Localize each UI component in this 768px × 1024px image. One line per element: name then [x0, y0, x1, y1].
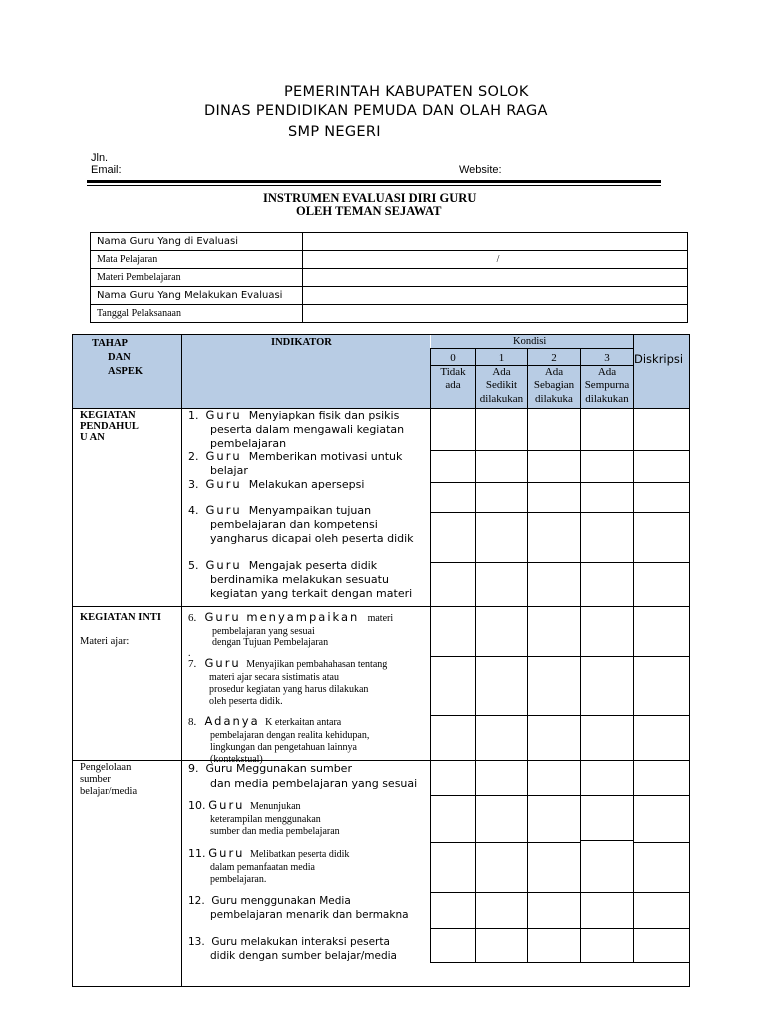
letterhead-rule-thin: [87, 185, 661, 186]
indicator-item-9: 9. Guru Meggunakan sumber dan media pembelajaran yang sesuai: [188, 762, 418, 790]
identity-table: [90, 232, 688, 323]
indicator-item-6: 6. Guru menyampaikan materi pembelajaran yang sesuai dengan Tujuan Pembelajaran .: [188, 610, 394, 659]
indicator-item-2: 2. Guru Memberikan motivasi untuk belajar: [188, 449, 403, 477]
header-tahap: TAHAP DAN ASPEK: [92, 338, 144, 377]
row-divider: [430, 562, 690, 563]
letterhead-line3: SMP NEGERI: [288, 124, 381, 140]
identity-value[interactable]: [303, 233, 688, 251]
header-kondisi: Kondisi: [513, 336, 547, 347]
row-divider: [430, 715, 690, 716]
section-kegiatan-inti: KEGIATAN INTI: [80, 612, 162, 623]
row-divider: [430, 795, 690, 796]
score-header-1: 1 Ada Sedikit dilakukan: [479, 352, 524, 405]
row-divider: [430, 450, 690, 451]
identity-row: [91, 269, 688, 287]
indicator-item-8: 8. Adanya K eterkaitan antara pembelajaran dengan realita kehidupan, lingkungan dan pengetahuan lainnya (kontekstual): [188, 714, 370, 765]
header-diskripsi: Diskripsi: [634, 352, 684, 366]
identity-label: Nama Guru Yang di Evaluasi: [91, 233, 303, 251]
doc-title-line2: OLEH TEMAN SEJAWAT: [296, 204, 442, 218]
section-materi-ajar: Materi ajar:: [80, 636, 130, 647]
identity-row: [91, 251, 688, 269]
row-divider: [580, 840, 633, 841]
indicator-item-11: 11. Guru Melibatkan peserta didik dalam pemanfaatan media pembelajaran.: [188, 846, 350, 885]
letterhead-rule-thick: [87, 180, 661, 183]
section-kegiatan-pendahuluan: KEGIATAN PENDAHUL U AN: [80, 410, 139, 443]
row-divider: [430, 482, 690, 483]
header-divider: [430, 348, 633, 349]
col-divider: [181, 334, 182, 987]
indicator-item-5: 5. Guru Mengajak peserta didik berdinamika melakukan sesuatu kegiatan yang terkait dengan materi: [188, 558, 413, 600]
identity-label: Nama Guru Yang Melakukan Evaluasi: [91, 287, 303, 305]
identity-row: [91, 233, 688, 251]
score-header-3: 3 Ada Sempurna dilakukan: [584, 352, 630, 405]
score-header-0: 0 Tidak ada: [440, 352, 466, 391]
col-divider: [633, 334, 634, 963]
identity-label: Mata Pelajaran: [91, 251, 303, 269]
section-divider: [72, 606, 690, 607]
letterhead-line1: PEMERINTAH KABUPATEN SOLOK: [284, 84, 529, 100]
section-pengelolaan-sumber: Pengelolaan sumber belajar/media: [80, 762, 138, 797]
letterhead-line2: DINAS PENDIDIKAN PEMUDA DAN OLAH RAGA: [204, 103, 548, 119]
row-divider: [430, 928, 690, 929]
address-email: Email:: [91, 164, 122, 176]
identity-label: Tanggal Pelaksanaan: [91, 305, 303, 323]
identity-value[interactable]: /: [303, 251, 688, 269]
indicator-item-10: 10. Guru Menunjukan keterampilan menggunakan sumber dan media pembelajaran: [188, 798, 340, 837]
row-divider: [430, 842, 580, 843]
indicator-item-1: 1. Guru Menyiapkan fisik dan psikis peserta dalam mengawali kegiatan pembelajaran: [188, 408, 405, 450]
identity-value[interactable]: [303, 287, 688, 305]
row-divider: [430, 512, 690, 513]
header-indikator: INDIKATOR: [271, 337, 332, 348]
doc-title-line1: INSTRUMEN EVALUASI DIRI GURU: [263, 191, 477, 205]
indicator-item-3: 3. Guru Melakukan apersepsi: [188, 477, 365, 491]
identity-row: [91, 305, 688, 323]
row-divider: [633, 842, 690, 843]
row-divider: [430, 892, 690, 893]
address-website: Website:: [459, 164, 502, 176]
identity-value[interactable]: [303, 269, 688, 287]
score-header-2: 2 Ada Sebagian dilakuka: [533, 352, 575, 405]
row-divider: [430, 656, 690, 657]
identity-value[interactable]: [303, 305, 688, 323]
row-divider: [430, 962, 690, 963]
identity-label: Materi Pembelajaran: [91, 269, 303, 287]
address-jln: Jln.: [91, 152, 109, 164]
identity-row: [91, 287, 688, 305]
indicator-item-7: 7. Guru Menyajikan pembahahasan tentang materi ajar secara sistimatis atau prosedur kegiatan yang harus dilakukan oleh peserta didik.: [188, 656, 388, 707]
indicator-item-13: 13. Guru melakukan interaksi peserta didik dengan sumber belajar/media: [188, 936, 397, 962]
indicator-item-4: 4. Guru Menyampaikan tujuan pembelajaran dan kompetensi yangharus dicapai oleh peserta didik: [188, 503, 414, 545]
indicator-item-12: 12. Guru menggunakan Media pembelajaran menarik dan bermakna: [188, 895, 409, 921]
